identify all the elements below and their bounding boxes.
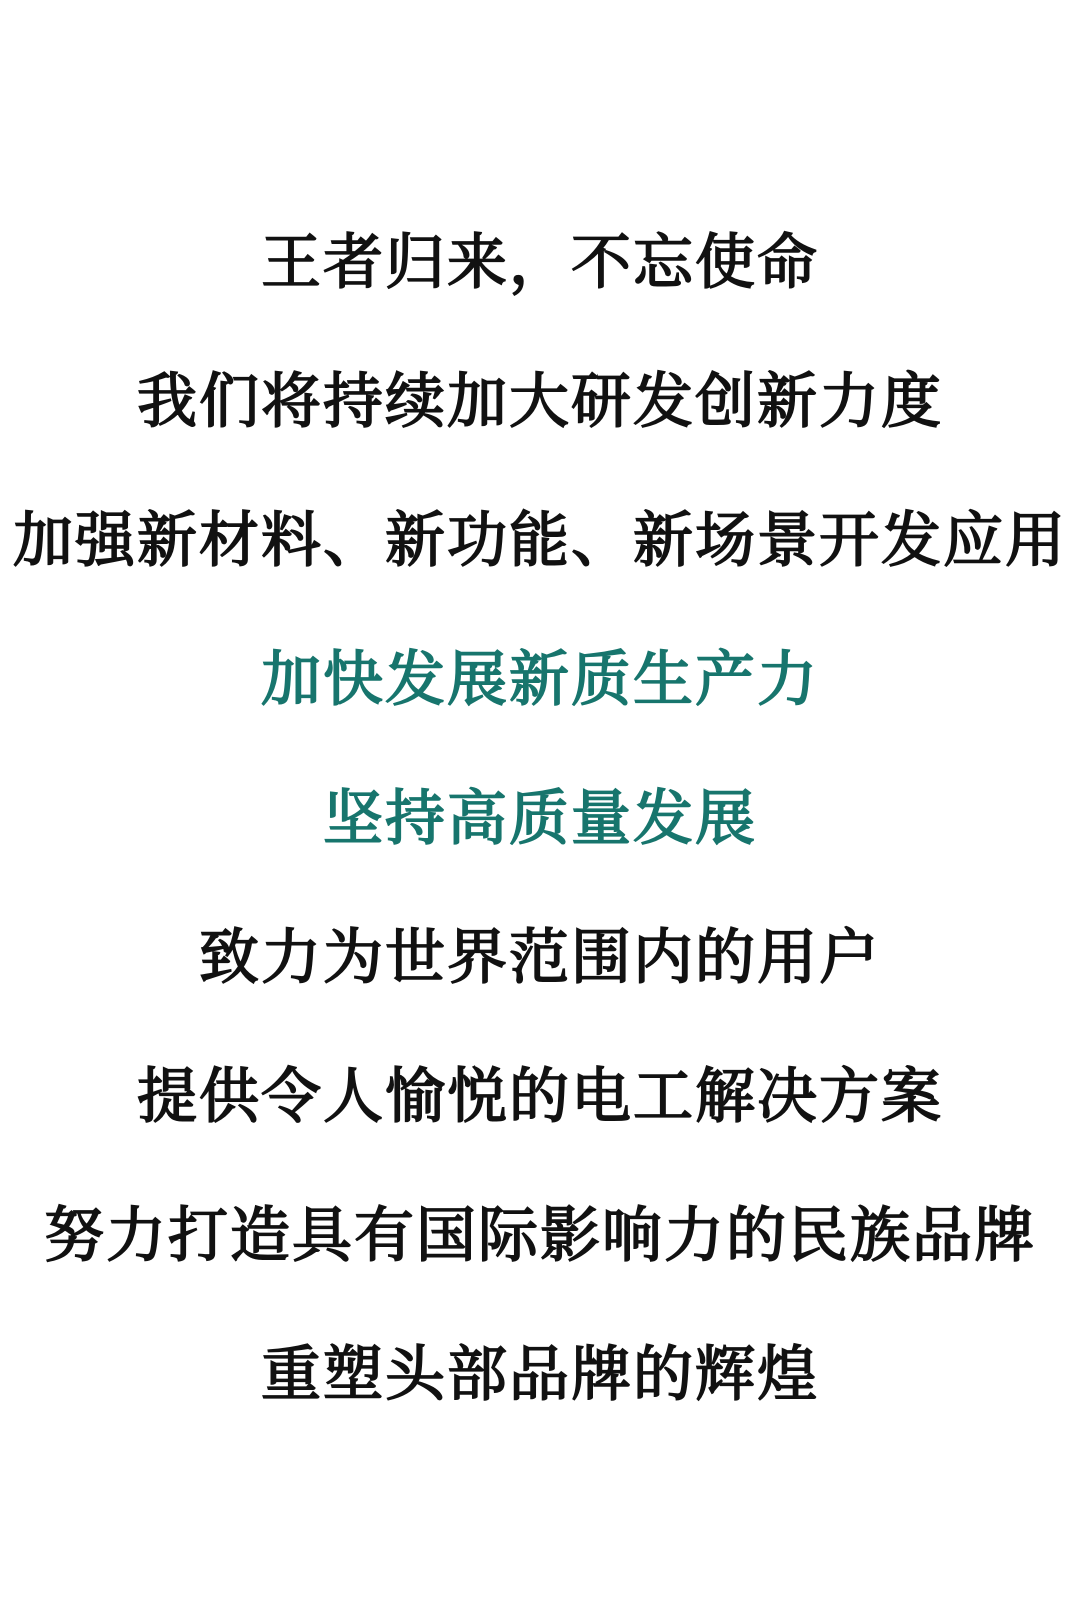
slogan-line-6: 致力为世界范围内的用户 — [199, 924, 881, 991]
slogan-line-8: 努力打造具有国际影响力的民族品牌 — [44, 1202, 1036, 1269]
slogan-line-1: 王者归来，不忘使命 — [261, 229, 819, 296]
slogan-line-9: 重塑头部品牌的辉煌 — [261, 1341, 819, 1408]
slogan-line-3: 加强新材料、新功能、新场景开发应用 — [13, 507, 1067, 574]
slogan-block — [0, 188, 1080, 1439]
slogan-line-4: 加快发展新质生产力 — [261, 646, 819, 713]
slogan-line-2: 我们将持续加大研发创新力度 — [137, 368, 943, 435]
slogan-line-5: 坚持高质量发展 — [323, 785, 757, 852]
slogan-line-7: 提供令人愉悦的电工解决方案 — [137, 1063, 943, 1130]
